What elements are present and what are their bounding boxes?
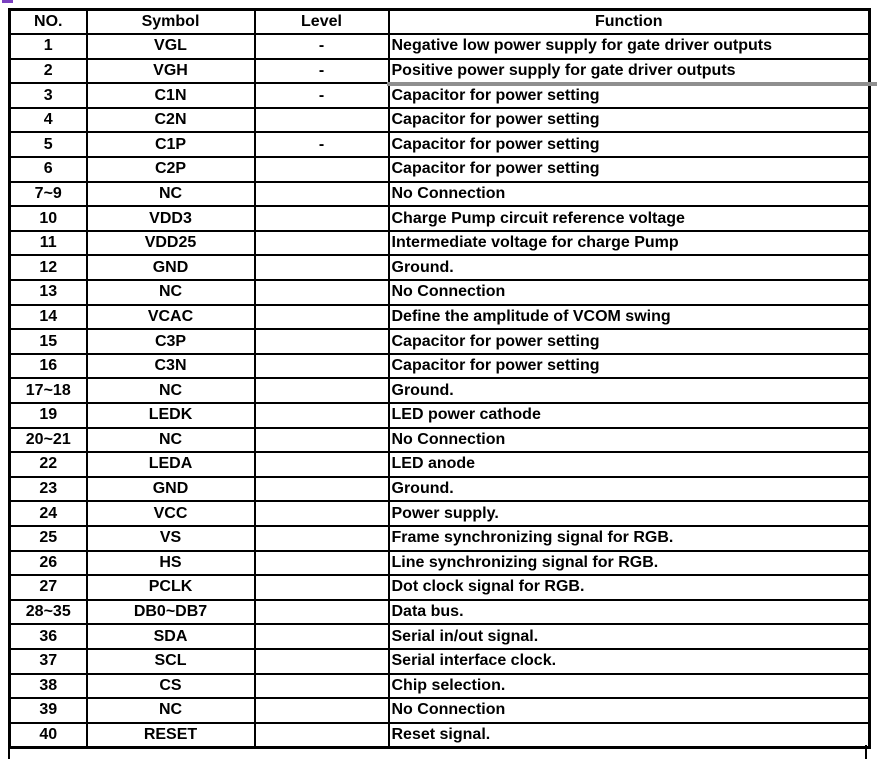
cell-level	[255, 477, 389, 502]
cell-symbol: C1N	[87, 83, 255, 108]
cell-level	[255, 501, 389, 526]
cell-symbol: NC	[87, 378, 255, 403]
table-row	[10, 231, 870, 256]
table-row	[10, 551, 870, 576]
cell-level	[255, 255, 389, 280]
table-row	[10, 255, 870, 280]
cell-function: No Connection	[389, 182, 870, 207]
cell-symbol: CS	[87, 674, 255, 699]
cell-no: 28~35	[10, 600, 87, 625]
cell-function: Capacitor for power setting	[389, 329, 870, 354]
cell-level	[255, 674, 389, 699]
cell-function: Chip selection.	[389, 674, 870, 699]
header-row	[10, 10, 870, 35]
cell-level: -	[255, 132, 389, 157]
cell-level	[255, 526, 389, 551]
cell-no: 23	[10, 477, 87, 502]
cell-function: Serial interface clock.	[389, 649, 870, 674]
cell-function: Dot clock signal for RGB.	[389, 575, 870, 600]
cell-symbol: NC	[87, 280, 255, 305]
cell-no: 7~9	[10, 182, 87, 207]
cell-level	[255, 551, 389, 576]
table-row	[10, 403, 870, 428]
cell-no: 19	[10, 403, 87, 428]
cell-function: Ground.	[389, 477, 870, 502]
cell-no: 5	[10, 132, 87, 157]
table-row	[10, 526, 870, 551]
cell-no: 24	[10, 501, 87, 526]
cell-level: -	[255, 34, 389, 59]
cell-symbol: GND	[87, 477, 255, 502]
cell-no: 12	[10, 255, 87, 280]
cell-no: 6	[10, 157, 87, 182]
cell-function: Negative low power supply for gate driver outputs	[389, 34, 870, 59]
cell-function: No Connection	[389, 280, 870, 305]
cell-no: 4	[10, 108, 87, 133]
cell-function: Frame synchronizing signal for RGB.	[389, 526, 870, 551]
cell-level	[255, 182, 389, 207]
table-row	[10, 329, 870, 354]
table-row	[10, 206, 870, 231]
cell-level	[255, 624, 389, 649]
cell-symbol: VS	[87, 526, 255, 551]
column-header-level: Level	[255, 10, 389, 35]
cell-level	[255, 600, 389, 625]
section-divider-line	[387, 82, 877, 86]
cropped-text-artifact	[2, 0, 13, 3]
cell-no: 16	[10, 354, 87, 379]
cell-symbol: RESET	[87, 723, 255, 748]
cell-symbol: VDD25	[87, 231, 255, 256]
cell-function: Positive power supply for gate driver outputs	[389, 59, 870, 84]
cell-function: No Connection	[389, 698, 870, 723]
cell-no: 20~21	[10, 428, 87, 453]
table-frame-left-extension	[8, 745, 10, 759]
cell-symbol: VGL	[87, 34, 255, 59]
cell-function: Define the amplitude of VCOM swing	[389, 305, 870, 330]
cell-no: 25	[10, 526, 87, 551]
cell-function: Ground.	[389, 378, 870, 403]
pin-function-table	[8, 8, 871, 749]
table-row	[10, 280, 870, 305]
cell-level	[255, 378, 389, 403]
cell-function: Capacitor for power setting	[389, 83, 870, 108]
pin-table-body	[10, 34, 870, 747]
cell-function: Serial in/out signal.	[389, 624, 870, 649]
cell-no: 39	[10, 698, 87, 723]
cell-level	[255, 723, 389, 748]
cell-level	[255, 280, 389, 305]
cell-symbol: HS	[87, 551, 255, 576]
table-row	[10, 624, 870, 649]
column-header-no: NO.	[10, 10, 87, 35]
cell-symbol: C3N	[87, 354, 255, 379]
table-row	[10, 477, 870, 502]
table-row	[10, 108, 870, 133]
cell-symbol: VGH	[87, 59, 255, 84]
cell-function: No Connection	[389, 428, 870, 453]
cell-no: 17~18	[10, 378, 87, 403]
table-row	[10, 428, 870, 453]
column-header-function: Function	[389, 10, 870, 35]
cell-symbol: SCL	[87, 649, 255, 674]
cell-symbol: SDA	[87, 624, 255, 649]
table-row	[10, 83, 870, 108]
cell-no: 38	[10, 674, 87, 699]
cell-function: Ground.	[389, 255, 870, 280]
cell-symbol: C2P	[87, 157, 255, 182]
cell-symbol: C1P	[87, 132, 255, 157]
cell-no: 27	[10, 575, 87, 600]
table-row	[10, 600, 870, 625]
table-row	[10, 674, 870, 699]
cell-level	[255, 428, 389, 453]
cell-function: Data bus.	[389, 600, 870, 625]
cell-symbol: DB0~DB7	[87, 600, 255, 625]
table-row	[10, 34, 870, 59]
table-row	[10, 501, 870, 526]
cell-no: 10	[10, 206, 87, 231]
cell-no: 2	[10, 59, 87, 84]
cell-symbol: NC	[87, 182, 255, 207]
cell-symbol: GND	[87, 255, 255, 280]
cell-symbol: PCLK	[87, 575, 255, 600]
cell-level	[255, 698, 389, 723]
cell-no: 22	[10, 452, 87, 477]
cell-function: Capacitor for power setting	[389, 157, 870, 182]
cell-level: -	[255, 59, 389, 84]
cell-function: Power supply.	[389, 501, 870, 526]
cell-symbol: LEDA	[87, 452, 255, 477]
cell-no: 37	[10, 649, 87, 674]
table-row	[10, 575, 870, 600]
cell-level	[255, 157, 389, 182]
cell-level	[255, 403, 389, 428]
table-row	[10, 698, 870, 723]
cell-function: Capacitor for power setting	[389, 354, 870, 379]
cell-symbol: NC	[87, 698, 255, 723]
column-header-symbol: Symbol	[87, 10, 255, 35]
cell-symbol: LEDK	[87, 403, 255, 428]
cell-symbol: VCAC	[87, 305, 255, 330]
cell-function: Line synchronizing signal for RGB.	[389, 551, 870, 576]
table-row	[10, 649, 870, 674]
table-row	[10, 59, 870, 84]
cell-no: 13	[10, 280, 87, 305]
cell-level	[255, 575, 389, 600]
cell-level	[255, 329, 389, 354]
cell-no: 36	[10, 624, 87, 649]
cell-no: 26	[10, 551, 87, 576]
cell-symbol: VDD3	[87, 206, 255, 231]
table-row	[10, 305, 870, 330]
cell-symbol: C2N	[87, 108, 255, 133]
cell-no: 11	[10, 231, 87, 256]
cell-level	[255, 231, 389, 256]
table-row	[10, 132, 870, 157]
cell-function: Reset signal.	[389, 723, 870, 748]
cell-no: 3	[10, 83, 87, 108]
cell-level	[255, 354, 389, 379]
table-row	[10, 452, 870, 477]
cell-symbol: C3P	[87, 329, 255, 354]
table-row	[10, 354, 870, 379]
cell-level	[255, 305, 389, 330]
cell-level	[255, 206, 389, 231]
cell-symbol: NC	[87, 428, 255, 453]
cell-function: LED power cathode	[389, 403, 870, 428]
table-row	[10, 157, 870, 182]
cell-function: LED anode	[389, 452, 870, 477]
table-frame-right-extension	[865, 745, 867, 759]
cell-level: -	[255, 83, 389, 108]
cell-no: 14	[10, 305, 87, 330]
table-row	[10, 378, 870, 403]
cell-function: Capacitor for power setting	[389, 132, 870, 157]
cell-no: 40	[10, 723, 87, 748]
table-row	[10, 182, 870, 207]
cell-level	[255, 108, 389, 133]
table-row	[10, 723, 870, 748]
cell-symbol: VCC	[87, 501, 255, 526]
cell-no: 1	[10, 34, 87, 59]
cell-level	[255, 649, 389, 674]
cell-level	[255, 452, 389, 477]
cell-function: Intermediate voltage for charge Pump	[389, 231, 870, 256]
cell-no: 15	[10, 329, 87, 354]
cell-function: Capacitor for power setting	[389, 108, 870, 133]
cell-function: Charge Pump circuit reference voltage	[389, 206, 870, 231]
